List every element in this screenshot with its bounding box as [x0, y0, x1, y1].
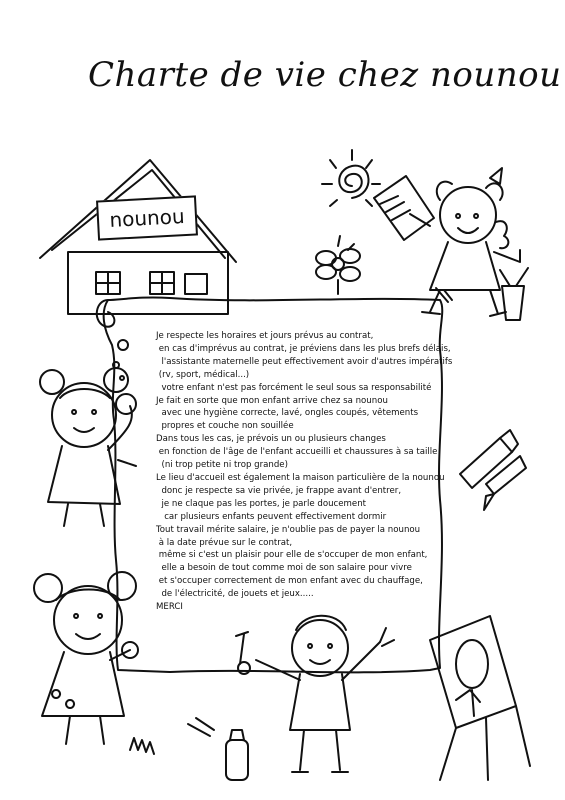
charter-line: car plusieurs enfants peuvent effectivement dormir [156, 511, 387, 522]
charter-line: en cas d'imprévus au contrat, je préviens dans les plus brefs délais, [156, 343, 451, 354]
page-title: Charte de vie chez nounou [88, 55, 562, 95]
grass-icon [130, 738, 154, 754]
charter-line: propres et couche non souillée [156, 421, 294, 432]
charter-line: votre enfant n'est pas forcément le seul sous sa responsabilité [156, 382, 432, 393]
charter-line: en fonction de l'âge de l'enfant accueilli et chaussures à sa taille [156, 447, 438, 458]
house-sign: nounou [96, 195, 198, 240]
charter-line: (ni trop petite ni trop grande) [156, 460, 288, 471]
boy-with-brush-icon [236, 616, 394, 772]
charter-line: MERCI [156, 602, 183, 613]
girl-bottom-left-icon [34, 572, 138, 744]
sun-icon [322, 150, 380, 206]
charter-line: Dans tous les cas, je prévois un ou plusieurs changes [156, 434, 386, 445]
charter-line: (rv, sport, médical...) [156, 369, 250, 380]
charter-line: elle a besoin de tout comme moi de son salaire pour vivre [156, 563, 412, 574]
bottle-icon [188, 718, 248, 780]
pencil-icon [460, 430, 526, 510]
charter-line: de l'électricité, de jouets et jeux..... [156, 589, 314, 600]
charter-line: Tout travail mérite salaire, je n'oublie pas de payer la nounou [156, 524, 421, 535]
girl-with-doll-icon [40, 368, 136, 526]
charter-line: et s'occuper correctement de mon enfant avec du chauffage, [156, 576, 423, 587]
charter-line: Le lieu d'accueil est également la maison particulière de la nounou [156, 472, 445, 483]
charter-line: donc je respecte sa vie privée, je frappe avant d'entrer, [156, 485, 402, 496]
charter-line: je ne claque pas les portes, je parle doucement [156, 498, 367, 509]
easel-icon [430, 616, 530, 780]
charter-line: avec une hygiène correcte, lavé, ongles coupés, vêtements [156, 408, 419, 419]
charter-line: Je fait en sorte que mon enfant arrive chez sa nounou [156, 395, 388, 406]
flower-icon [316, 236, 360, 294]
charter-line: même si c'est un plaisir pour elle de s'occuper de mon enfant, [156, 550, 428, 561]
charter-line: Je respecte les horaires et jours prévus au contrat, [156, 331, 374, 341]
charter-line: l'assistante maternelle peut effectivement avoir d'autres impératifs [156, 356, 453, 367]
charter-text [156, 330, 466, 614]
charter-line: à la date prévue sur le contrat, [156, 537, 293, 548]
